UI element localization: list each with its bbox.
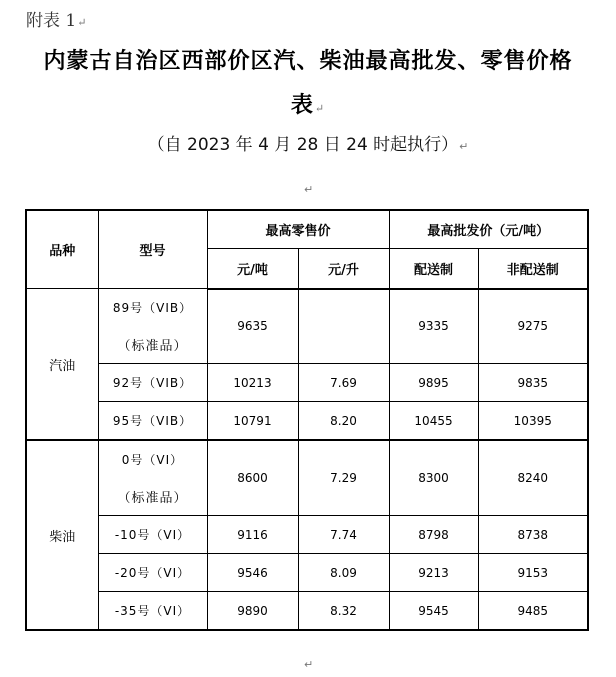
page-title-line2-text: 表 [290, 92, 314, 118]
paragraph-mark-icon: ↵ [77, 16, 87, 29]
retail-per-liter-cell: 7.29 [298, 440, 389, 516]
retail-per-ton-cell: 9635 [207, 289, 298, 364]
retail-per-ton-cell: 10213 [207, 364, 298, 402]
header-category: 品种 [26, 210, 98, 289]
header-wholesale-delivery: 配送制 [389, 249, 478, 289]
paragraph-mark-icon: ↵ [459, 140, 469, 153]
retail-per-liter-cell [298, 289, 389, 364]
retail-per-liter-cell: 8.09 [298, 554, 389, 592]
model-cell: 89号（VIB） [98, 289, 207, 327]
wholesale-non-delivery-cell: 8738 [478, 516, 588, 554]
wholesale-non-delivery-cell: 8240 [478, 440, 588, 516]
category-diesel: 柴油 [26, 440, 98, 630]
header-wholesale-non-delivery: 非配送制 [478, 249, 588, 289]
wholesale-delivery-cell: 10455 [389, 402, 478, 441]
category-gasoline: 汽油 [26, 289, 98, 441]
price-table [25, 209, 589, 631]
wholesale-delivery-cell: 8798 [389, 516, 478, 554]
model-cell: -20号（VI） [98, 554, 207, 592]
retail-per-ton-cell: 9890 [207, 592, 298, 631]
wholesale-non-delivery-cell: 9835 [478, 364, 588, 402]
page-title-line1: 内蒙古自治区西部价区汽、柴油最高批发、零售价格 [43, 48, 573, 74]
model-cell: -35号（VI） [98, 592, 207, 631]
effective-date [0, 130, 616, 155]
retail-per-ton-cell: 9116 [207, 516, 298, 554]
retail-per-ton-cell: 8600 [207, 440, 298, 516]
wholesale-delivery-cell: 8300 [389, 440, 478, 516]
wholesale-non-delivery-cell: 9275 [478, 289, 588, 364]
model-cell: -10号（VI） [98, 516, 207, 554]
header-model: 型号 [98, 210, 207, 289]
retail-per-ton-cell: 10791 [207, 402, 298, 441]
model-subtitle-cell: （标准品） [98, 326, 207, 364]
attachment-label-text: 附表 1 [26, 11, 77, 31]
attachment-label [26, 6, 86, 31]
wholesale-delivery-cell: 9335 [389, 289, 478, 364]
wholesale-non-delivery-cell: 9485 [478, 592, 588, 631]
wholesale-non-delivery-cell: 10395 [478, 402, 588, 441]
paragraph-mark-icon: ↵ [304, 658, 314, 671]
retail-per-liter-cell: 7.74 [298, 516, 389, 554]
model-cell: 95号（VIB） [98, 402, 207, 441]
retail-per-ton-cell: 9546 [207, 554, 298, 592]
retail-per-liter-cell: 8.20 [298, 402, 389, 441]
model-cell: 0号（VI） [98, 440, 207, 478]
retail-per-liter-cell: 7.69 [298, 364, 389, 402]
paragraph-mark-icon: ↵ [304, 183, 314, 196]
wholesale-delivery-cell: 9545 [389, 592, 478, 631]
wholesale-delivery-cell: 9213 [389, 554, 478, 592]
model-cell: 92号（VIB） [98, 364, 207, 402]
wholesale-non-delivery-cell: 9153 [478, 554, 588, 592]
paragraph-mark-icon: ↵ [314, 102, 326, 115]
effective-date-text: （自 2023 年 4 月 28 日 24 时起执行） [147, 135, 459, 155]
header-retail-group: 最高零售价 [207, 210, 389, 249]
model-subtitle-cell: （标准品） [98, 478, 207, 516]
retail-per-liter-cell: 8.32 [298, 592, 389, 631]
header-wholesale-group: 最高批发价（元/吨） [389, 210, 588, 249]
header-retail-per-ton: 元/吨 [207, 249, 298, 289]
header-retail-per-liter: 元/升 [298, 249, 389, 289]
page-title-line2 [0, 88, 616, 119]
wholesale-delivery-cell: 9895 [389, 364, 478, 402]
